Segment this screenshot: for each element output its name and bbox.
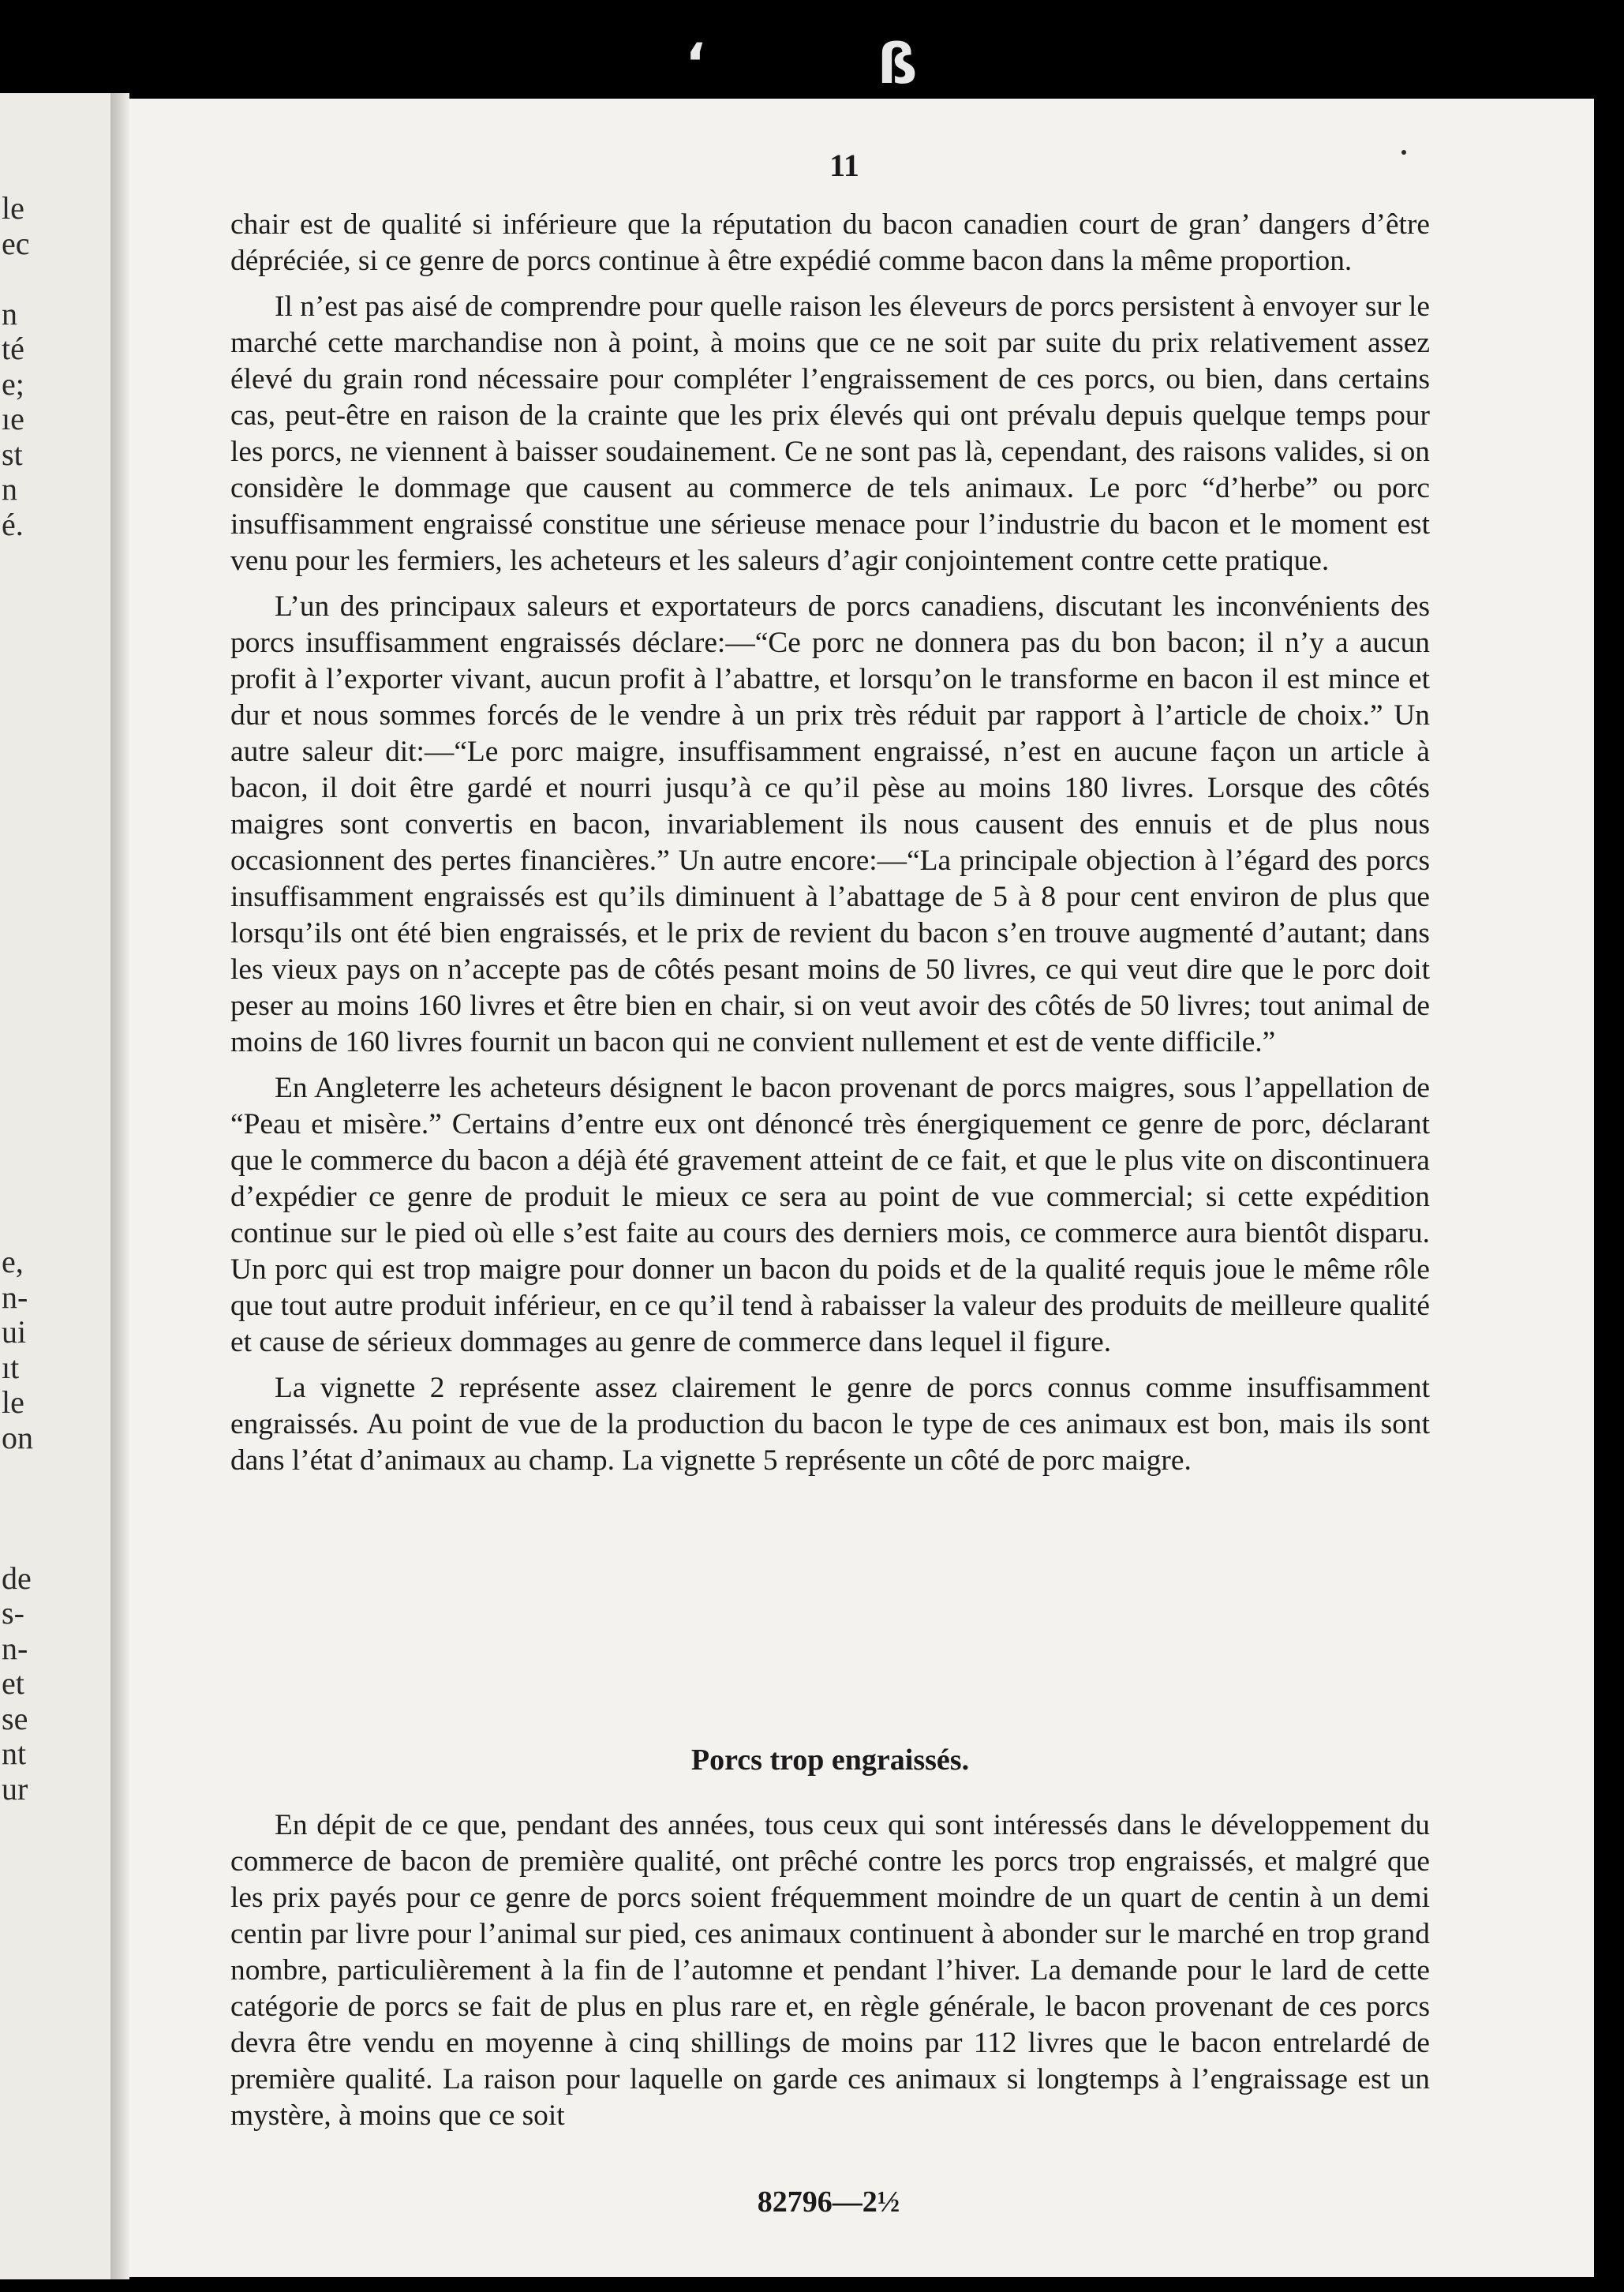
paragraph-3: L’un des principaux saleurs et exportateurs de porcs canadiens, discutant les inconvénients des porcs insuffisamment engraissés déclare:—“Ce porc ne donnera pas du bon bacon; il n’y a aucun profit à l’exporter vivant, aucun profit à l’abattre, et lorsqu’on le transforme en bacon il est mince et dur et nous sommes forcés de le vendre à un prix très réduit par rapport à l’article de choix.” Un autre saleur dit:—“Le porc maigre, insuffisamment engraissé, n’est en aucune façon un article à bacon, il doit être gardé et nourri jusqu’à ce qu’il pèse au moins 180 livres. Lorsque des côtés maigres sont convertis en bacon, invariablement ils nous causent des ennuis et de plus nous occasionnent des pertes financières.” Un autre encore:—“La principale objection à l’égard des porcs insuffisamment engraissés est qu’ils diminuent à l’abattage de 5 à 8 pour cent environ de plus que lorsqu’ils ont été bien engraissés, et le prix de revient du bacon s’en trouve augmenté d’autant; dans les vieux pays on n’accepte pas de côtés pesant moins de 50 livres, ce qui veut dire que le porc doit peser au moins 160 livres et être bien en chair, si on veut avoir des côtés de 50 livres; tout animal de moins de 160 livres fournit un bacon qui ne convient nullement et est de vente difficile.”: [230, 590, 1430, 1058]
body-text: [230, 207, 1430, 1489]
left-page-fragment: é.: [2, 506, 24, 542]
left-page-fragment: n-: [2, 1630, 28, 1666]
left-page-fragment: e,: [2, 1244, 24, 1279]
left-page-fragment: et: [2, 1665, 24, 1701]
book-gutter: [110, 93, 129, 2279]
left-page-edge: [0, 93, 110, 2279]
section-paragraph: En dépit de ce que, pendant des années, tous ceux qui sont intéressés dans le développement du commerce de bacon de première qualité, ont prêché contre les porcs trop engraissés, et malgré que les prix payés pour ce genre de porcs soient fréquemment moindre de un quart de centin à un demi centin par livre pour l’animal sur pied, ces animaux continuent à abonder sur le marché en trop grand nombre, particulièrement à la fin de l’automne et pendant l’hiver. La demande pour le lard de cette catégorie de porcs se fait de plus en plus rare et, en règle générale, le bacon provenant de ces porcs devra être vendu en moyenne à cinq shillings de moins par 112 livres que le bacon entrelardé de première qualité. La raison pour laquelle on garde ces animaux si longtemps à l’engraissage est un mystère, à moins que ce soit: [230, 1809, 1430, 2132]
left-page-fragment: n: [2, 295, 17, 331]
left-page-fragment: ui: [2, 1314, 27, 1350]
paragraph-2: Il n’est pas aisé de comprendre pour quelle raison les éleveurs de porcs persistent à envoyer sur le marché cette marchandise non à point, à moins que ce ne soit par suite du prix relativement assez élevé du grain rond nécessaire pour compléter l’engraissement de ces porcs, ou bien, dans certains cas, peut-être en raison de la crainte que les prix élevés qui ont prévalu depuis quelque temps pour les porcs, ne viennent à baisser soudainement. Ce ne sont pas là, cependant, des raisons valides, si on considère le dommage que causent au commerce de tels animaux. Le porc “d’herbe” ou porc insuffisamment engraissé constitue une sérieuse menace pour l’industrie du bacon et le moment est venu pour les fermiers, les acheteurs et les saleurs d’agir conjointement contre cette pratique.: [230, 290, 1430, 577]
left-page-fragment: le: [2, 1384, 24, 1420]
left-page-fragment: nt: [2, 1736, 27, 1771]
left-page-fragment: st: [2, 436, 23, 472]
left-page-fragment: n-: [2, 1279, 28, 1315]
ink-dot: [1401, 150, 1406, 155]
left-page-fragment: de: [2, 1560, 32, 1596]
left-page-fragment: se: [2, 1700, 28, 1736]
top-scan-mark-right: ß: [877, 32, 918, 96]
left-page-fragment: ıe: [2, 401, 24, 436]
top-scan-mark-left: ‘: [685, 32, 706, 96]
left-page-fragment: té: [2, 331, 24, 366]
left-page-fragment: on: [2, 1419, 33, 1455]
left-page-fragment: ıt: [2, 1349, 20, 1385]
signature-mark: 82796—2½: [757, 2185, 900, 2219]
paragraph-4: En Angleterre les acheteurs désignent le bacon provenant de porcs maigres, sous l’appellation de “Peau et misère.” Certains d’entre eux ont dénoncé très énergiquement ce genre de porc, déclarant que le commerce du bacon a déjà été gravement atteint de ce fait, et que le plus vite on discontinuera d’expédier ce genre de produit le mieux ce sera au point de vue commercial; si cette expédition continue sur le pied où elle s’est faite au cours des derniers mois, ce commerce aura bientôt disparu. Un porc qui est trop maigre pour donner un bacon du poids et de la qualité requis joue le même rôle que tout autre produit inférieur, en ce qu’il tend à rabaisser la valeur des produits de meilleure qualité et cause de sérieux dommages au genre de commerce dans lequel il figure.: [230, 1072, 1430, 1358]
paragraph-1: chair est de qualité si inférieure que la réputation du bacon canadien court de gran’ dangers d’être dépréciée, si ce genre de porcs continue à être expédié comme bacon dans la même proportion.: [230, 208, 1430, 277]
left-page-fragment: n: [2, 471, 17, 507]
left-page-fragment: e;: [2, 365, 24, 402]
left-page-fragment: s-: [2, 1595, 24, 1631]
paragraph-5: La vignette 2 représente assez clairement le genre de porcs connus comme insuffisamment engraissés. Au point de vue de la production du bacon le type de ces animaux est bon, mais ils sont dans l’état d’animaux au champ. La vignette 5 représente un côté de porc maigre.: [230, 1372, 1430, 1477]
left-page-fragment: le: [2, 190, 24, 226]
section-heading: Porcs trop engraissés.: [690, 1743, 970, 1777]
left-page-fragment: ec: [2, 225, 30, 261]
left-page-fragment: ur: [2, 1770, 28, 1807]
page-number: 11: [829, 148, 859, 183]
section-body: [230, 1807, 1430, 2134]
